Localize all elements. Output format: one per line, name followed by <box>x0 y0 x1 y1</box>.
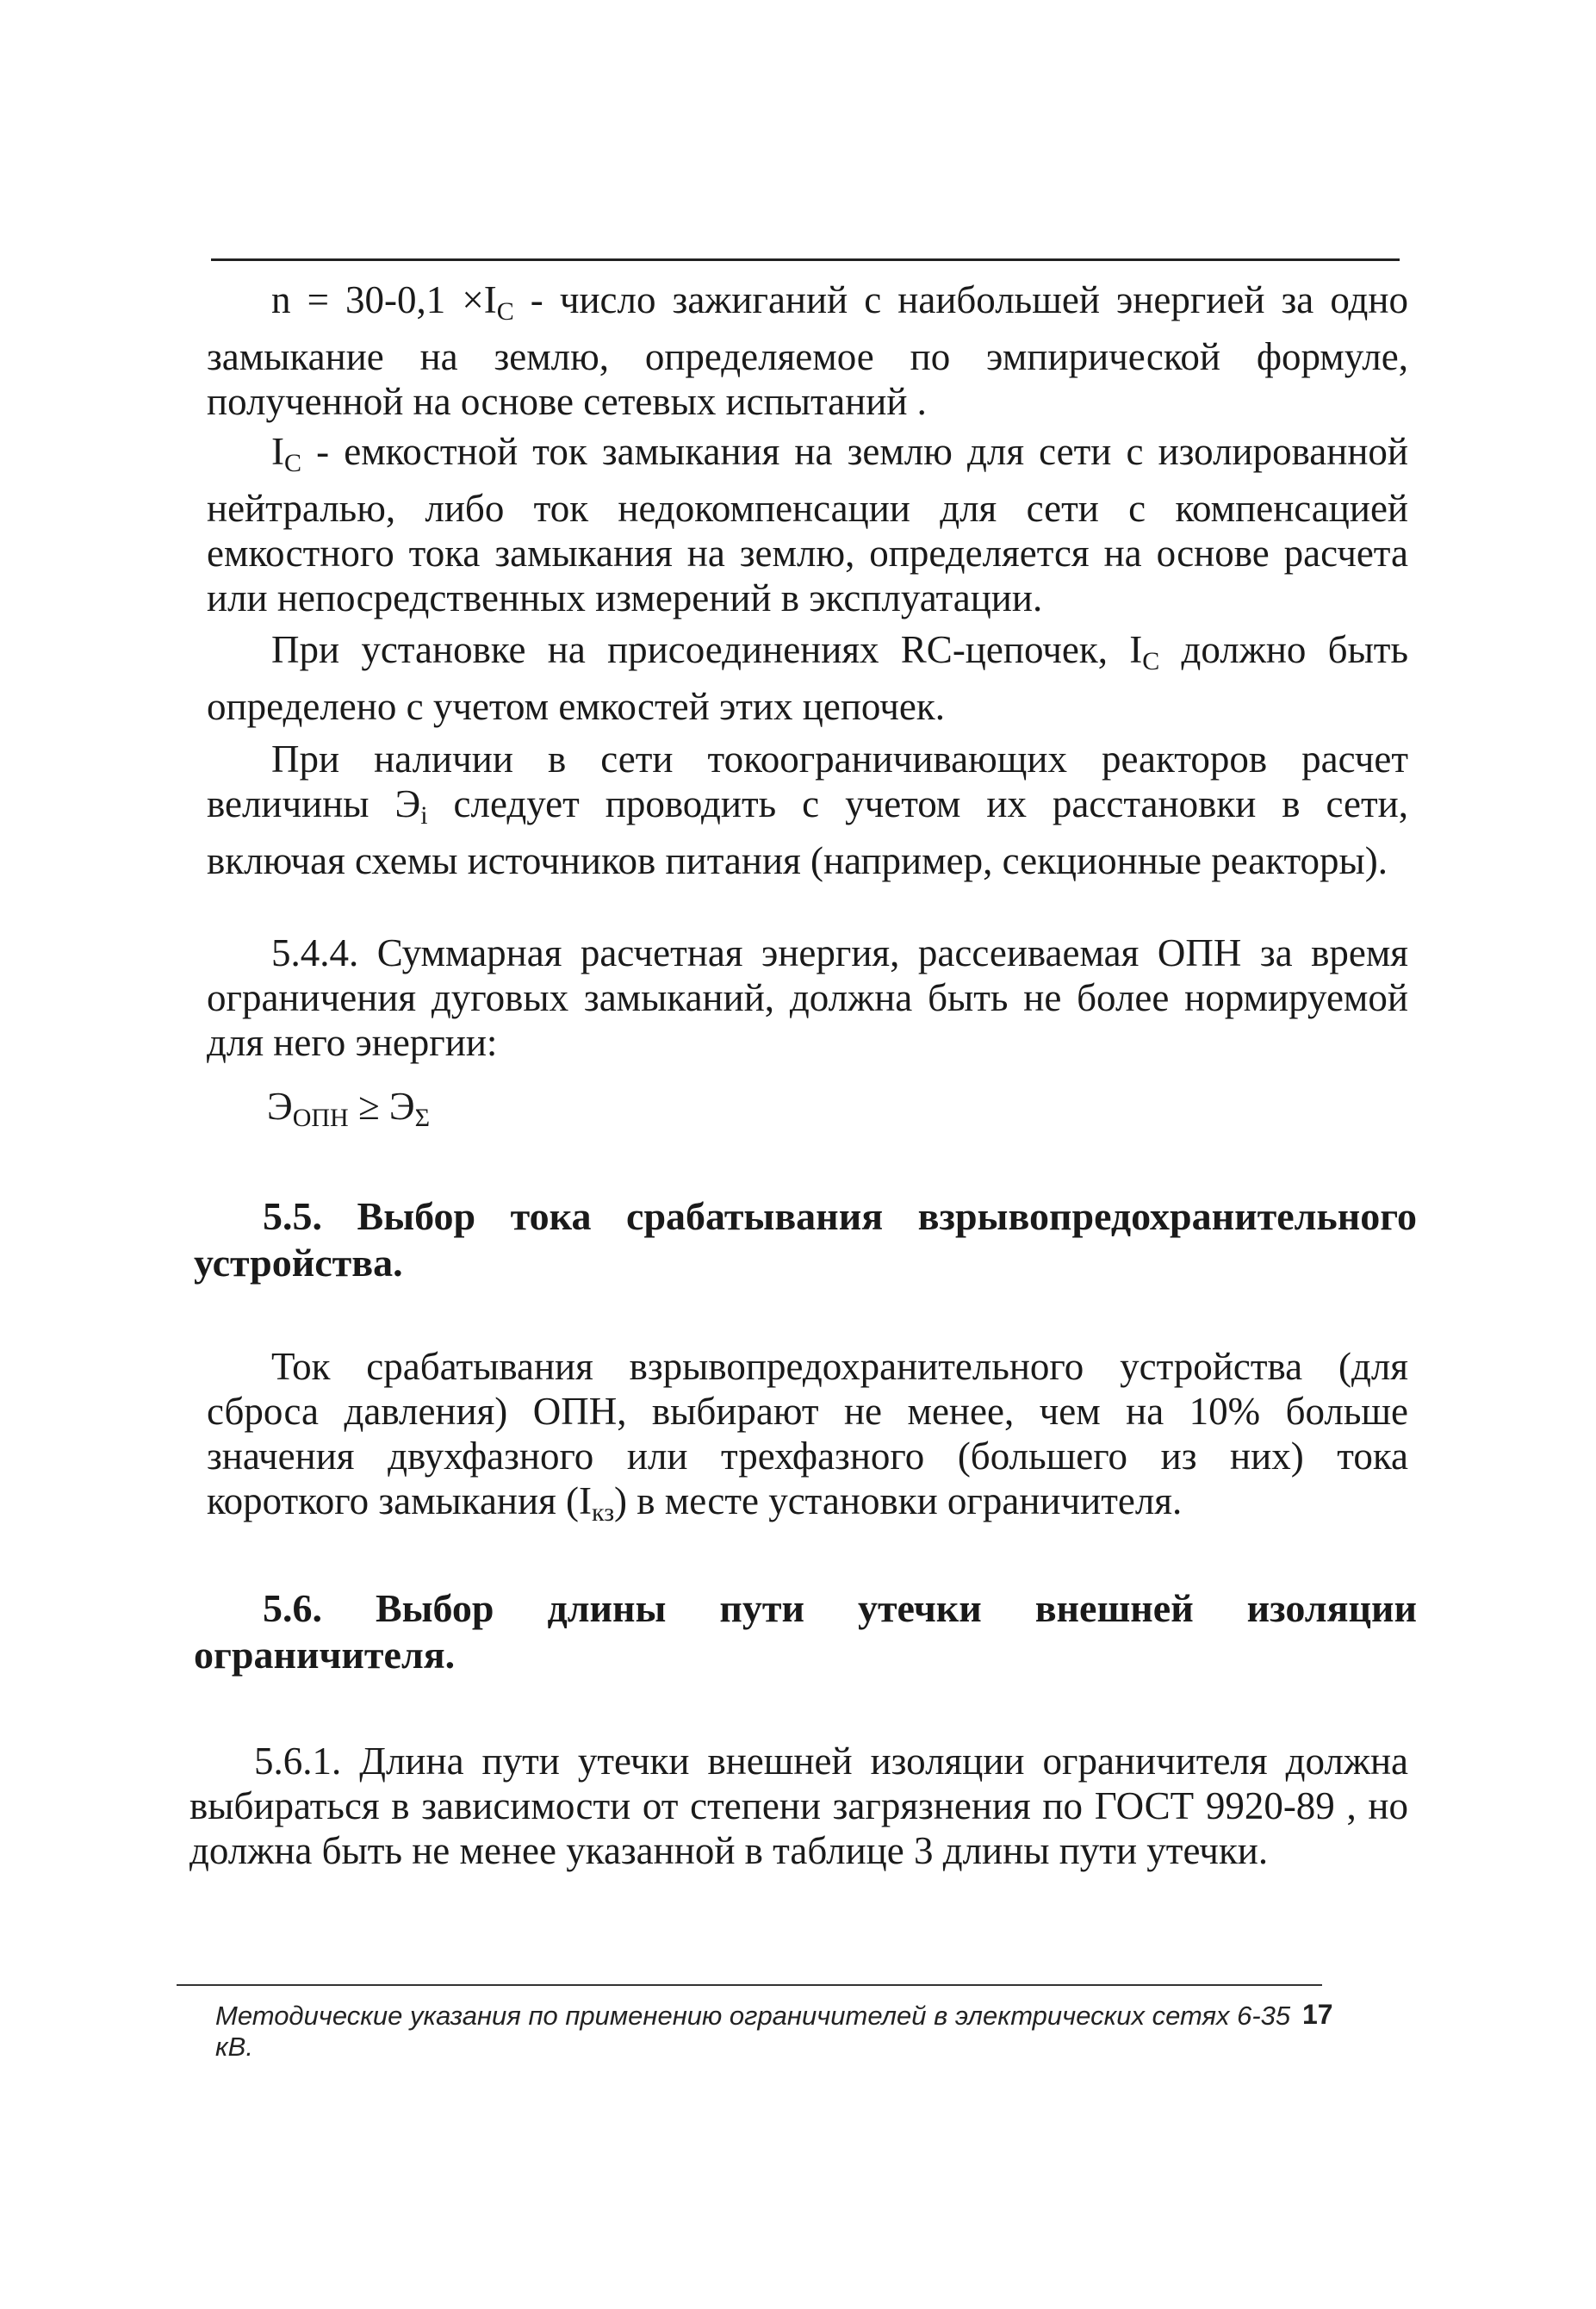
section-5-5-subscript: кз <box>592 1498 615 1527</box>
reactors-subscript: i <box>420 801 428 830</box>
paragraph-rc-chains <box>207 627 1408 729</box>
footer-rule <box>177 1984 1322 1986</box>
page-number: 17 <box>1302 1999 1333 2030</box>
section-5-6-heading: 5.6. Выбор длины пути утечки внешней изоляции ограничителя. <box>194 1586 1417 1677</box>
formula-right-subscript: Σ <box>414 1104 431 1132</box>
formula-left: Э <box>267 1085 293 1128</box>
paragraph-reactors <box>207 737 1408 883</box>
formula-right: Э <box>388 1085 415 1128</box>
rc-text-after: должно быть определено с учетом емкостей этих цепочек. <box>207 628 1408 728</box>
n-definition-text: - число зажиганий с наибольшей энергией за одно замыкание на землю, определяемое по эмпирической формуле, полученной на основе сетевых испытаний . <box>207 278 1409 423</box>
section-5-6-body <box>189 1739 1408 1873</box>
energy-inequality <box>267 1084 430 1133</box>
n-formula-subscript: C <box>496 297 514 326</box>
section-5-5-heading: 5.5. Выбор тока срабатывания взрывопредохранительного устройства. <box>194 1194 1417 1285</box>
rc-subscript: C <box>1142 647 1160 675</box>
section-5-5-text-after: ) в месте установки ограничителя. <box>614 1479 1183 1522</box>
paragraph-n-definition <box>207 277 1408 424</box>
rc-text-before: При установке на присоединениях RC-цепочек, I <box>271 628 1143 671</box>
formula-left-subscript: ОПН <box>292 1104 349 1132</box>
section-5-6-1-text: 5.6.1. Длина пути утечки внешней изоляции ограничителя должна выбираться в зависимости от степени загрязнения по ГОСТ 9920-89 , но должна быть не менее указанной в таблице 3 длины пути утечки. <box>189 1740 1408 1872</box>
section-5-5-body <box>207 1344 1408 1535</box>
ic-symbol: I <box>271 430 284 473</box>
ic-definition-text: - емкостной ток замыкания на землю для сети с изолированной нейтралью, либо ток недокомпенсации для сети с компенсацией емкостного тока замыкания на землю, определяется на основе расчета или непосредственных измерений в эксплуатации. <box>207 430 1408 619</box>
paragraph-5-4-4 <box>207 930 1408 1065</box>
paragraph-5-4-4-text: 5.4.4. Суммарная расчетная энергия, рассеиваемая ОПН за время ограничения дуговых замыканий, должна быть не более нормируемой для него энергии: <box>207 931 1408 1064</box>
reactors-text-after: следует проводить с учетом их расстановки в сети, включая схемы источников питания (например, секционные реакторы). <box>207 782 1408 882</box>
paragraph-ic-definition <box>207 429 1408 620</box>
footer-title: Методические указания по применению ограничителей в электрических сетях 6-35 кВ. <box>215 2001 1291 2062</box>
formula-operator: ≥ <box>348 1085 389 1128</box>
top-rule <box>211 258 1400 261</box>
n-formula-prefix: n = 30-0,1 ×I <box>271 278 497 321</box>
reactors-text-before: При наличии в сети токоограничивающих реакторов расчет величины Э <box>207 738 1408 825</box>
section-5-5-text-before: Ток срабатывания взрывопредохранительного устройства (для сброса давления) ОПН, выбирают не менее, чем на 10% больше значения двухфазного или трехфазного (большего из них) тока короткого замыкания (I <box>207 1345 1408 1522</box>
ic-subscript: C <box>284 449 302 477</box>
